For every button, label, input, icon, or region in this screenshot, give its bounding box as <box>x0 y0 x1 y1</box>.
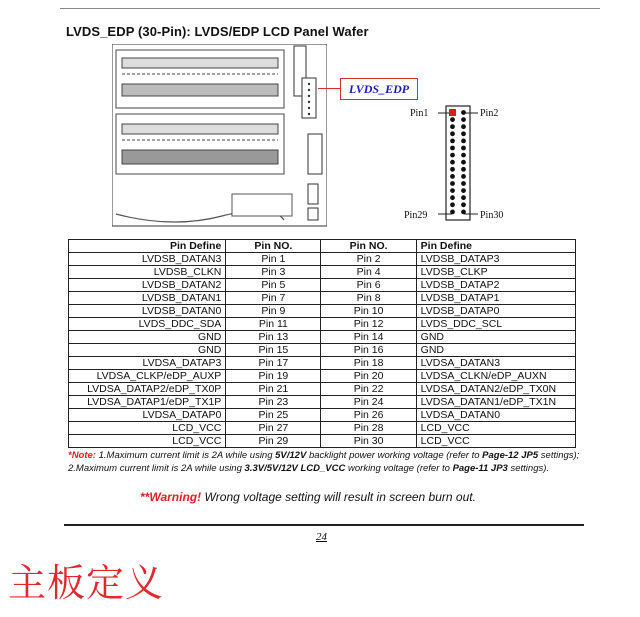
pin-define-right-cell: LVDSA_DATAN3 <box>416 357 575 370</box>
header-pin-dot <box>450 188 455 193</box>
pin-no-right-cell: Pin 20 <box>321 370 416 383</box>
pin-no-left-cell: Pin 21 <box>226 383 321 396</box>
pin-define-right-cell: LVDSB_DATAP2 <box>416 279 575 292</box>
note-bold4: Page-11 JP3 <box>452 462 508 474</box>
header-pin-dot <box>450 131 455 136</box>
pin-no-right-cell: Pin 10 <box>321 305 416 318</box>
pin-define-right-cell: LVDSA_DATAN1/eDP_TX1N <box>416 396 575 409</box>
pin-define-right-cell: LVDSB_DATAP1 <box>416 292 575 305</box>
header-pin-dot <box>461 188 466 193</box>
pin-define-right-cell: GND <box>416 344 575 357</box>
table-header-row <box>69 240 576 253</box>
pin-define-right-cell: GND <box>416 331 575 344</box>
pin-define-right-cell: LVDSA_CLKN/eDP_AUXN <box>416 370 575 383</box>
pin-definition-table <box>68 239 576 448</box>
pin-no-left-cell: Pin 23 <box>226 396 321 409</box>
note-part3: settings); 2.Maximum current limit is 2A while using <box>68 450 580 474</box>
pin-header-diagram <box>400 104 520 224</box>
pin-no-right-cell: Pin 22 <box>321 383 416 396</box>
warning-prefix: **Warning! <box>140 490 202 504</box>
header-pin-dot <box>461 167 466 172</box>
pin-define-left-cell: LCD_VCC <box>69 435 226 448</box>
pin-no-right-cell: Pin 4 <box>321 266 416 279</box>
header-pin-dot <box>461 153 466 158</box>
header-pin-dot <box>461 181 466 186</box>
header-pin-dot <box>450 167 455 172</box>
pin-define-left-cell: LVDSB_DATAN3 <box>69 253 226 266</box>
header-pin-dot <box>450 195 455 200</box>
pin-no-right-cell: Pin 12 <box>321 318 416 331</box>
table-row <box>69 253 576 266</box>
table-row <box>69 331 576 344</box>
pin-define-right-cell: LVDSB_CLKP <box>416 266 575 279</box>
section-title: LVDS_EDP (30-Pin): LVDS/EDP LCD Panel Wafer <box>66 24 369 39</box>
table-row <box>69 292 576 305</box>
top-rule <box>60 8 600 9</box>
header-pin-dot <box>450 153 455 158</box>
table-row <box>69 422 576 435</box>
header-pin-dot <box>450 124 455 129</box>
pin30-label: Pin30 <box>480 210 504 221</box>
header-pin-define-left: Pin Define <box>69 240 226 253</box>
warning-text <box>140 490 476 504</box>
pin-define-left-cell: LCD_VCC <box>69 422 226 435</box>
pin-no-right-cell: Pin 18 <box>321 357 416 370</box>
table-row <box>69 383 576 396</box>
pin-no-right-cell: Pin 28 <box>321 422 416 435</box>
pin-no-left-cell: Pin 9 <box>226 305 321 318</box>
pin-no-left-cell: Pin 15 <box>226 344 321 357</box>
note-prefix: *Note: <box>68 450 96 461</box>
header-pin-dot <box>450 181 455 186</box>
pin-define-right-cell: LVDSB_DATAP0 <box>416 305 575 318</box>
pin-define-left-cell: GND <box>69 344 226 357</box>
header-pin-dot <box>461 110 466 115</box>
pin29-label: Pin29 <box>404 210 428 221</box>
pin2-label: Pin2 <box>480 108 499 119</box>
pin-no-right-cell: Pin 6 <box>321 279 416 292</box>
header-pin-dot <box>461 146 466 151</box>
header-pin-dot <box>450 202 455 207</box>
table-row <box>69 435 576 448</box>
pin-no-right-cell: Pin 16 <box>321 344 416 357</box>
table-row <box>69 318 576 331</box>
pin-no-right-cell: Pin 2 <box>321 253 416 266</box>
pin-define-left-cell: LVDSA_DATAP1/eDP_TX1P <box>69 396 226 409</box>
header-pin-no-right: Pin NO. <box>321 240 416 253</box>
bottom-rule <box>64 524 584 526</box>
pin-no-left-cell: Pin 11 <box>226 318 321 331</box>
pin-define-left-cell: LVDSB_DATAN0 <box>69 305 226 318</box>
table-row <box>69 396 576 409</box>
pin-no-left-cell: Pin 1 <box>226 253 321 266</box>
table-row <box>69 279 576 292</box>
header-pin-dot <box>461 117 466 122</box>
pin-no-left-cell: Pin 19 <box>226 370 321 383</box>
pin-grid <box>400 104 520 224</box>
pin-no-right-cell: Pin 14 <box>321 331 416 344</box>
header-pin-dot <box>450 117 455 122</box>
note-text <box>68 450 580 475</box>
pin-no-left-cell: Pin 17 <box>226 357 321 370</box>
header-pin-dot <box>461 202 466 207</box>
header-pin-dot <box>461 174 466 179</box>
header-pin-dot <box>450 160 455 165</box>
table-row <box>69 370 576 383</box>
pin-define-left-cell: LVDSA_CLKP/eDP_AUXP <box>69 370 226 383</box>
note-part1: 1.Maximum current limit is 2A while using <box>95 450 276 461</box>
header-pin-dot <box>450 210 455 215</box>
warning-body: Wrong voltage setting will result in screen burn out. <box>201 490 476 504</box>
pin-define-left-cell: LVDSB_CLKN <box>69 266 226 279</box>
motherboard-definition-caption: 主板定义 <box>8 561 165 605</box>
page-number: 24 <box>316 531 327 543</box>
pin-no-right-cell: Pin 26 <box>321 409 416 422</box>
pin-define-left-cell: LVDS_DDC_SDA <box>69 318 226 331</box>
table-row <box>69 305 576 318</box>
pin-define-right-cell: LCD_VCC <box>416 422 575 435</box>
header-pin-dot <box>461 124 466 129</box>
pin-no-left-cell: Pin 29 <box>226 435 321 448</box>
pin-define-left-cell: LVDSB_DATAN2 <box>69 279 226 292</box>
pin-no-left-cell: Pin 5 <box>226 279 321 292</box>
note-bold1: 5V/12V <box>275 450 307 461</box>
header-pin-dot <box>461 160 466 165</box>
pin-no-left-cell: Pin 25 <box>226 409 321 422</box>
pin-no-right-cell: Pin 24 <box>321 396 416 409</box>
note-bold3: 3.3V/5V/12V LCD_VCC <box>244 462 346 474</box>
note-part5: settings). <box>507 462 550 474</box>
header-pin-dot <box>461 195 466 200</box>
table-row <box>69 344 576 357</box>
pin-no-left-cell: Pin 27 <box>226 422 321 435</box>
lvds-edp-callout: LVDS_EDP <box>340 78 418 100</box>
header-pin-dot <box>450 139 455 144</box>
pin-no-left-cell: Pin 7 <box>226 292 321 305</box>
pin-define-right-cell: LVDSB_DATAP3 <box>416 253 575 266</box>
pin-define-left-cell: LVDSA_DATAP3 <box>69 357 226 370</box>
note-part4: working voltage (refer to <box>345 462 453 474</box>
header-pin-no-left: Pin NO. <box>226 240 321 253</box>
header-pin-dot <box>461 139 466 144</box>
pin-define-left-cell: LVDSA_DATAP0 <box>69 409 226 422</box>
pin-define-left-cell: GND <box>69 331 226 344</box>
pin-define-right-cell: LCD_VCC <box>416 435 575 448</box>
table-row <box>69 357 576 370</box>
pin-no-right-cell: Pin 8 <box>321 292 416 305</box>
pin-no-left-cell: Pin 3 <box>226 266 321 279</box>
pin-define-right-cell: LVDS_DDC_SCL <box>416 318 575 331</box>
header-pin-dot <box>461 210 466 215</box>
pin-no-right-cell: Pin 30 <box>321 435 416 448</box>
motherboard-diagram <box>112 44 327 234</box>
table-row <box>69 409 576 422</box>
header-pin-define-right: Pin Define <box>416 240 575 253</box>
table-row <box>69 266 576 279</box>
note-part2: backlight power working voltage (refer to <box>306 450 483 461</box>
pin-define-left-cell: LVDSA_DATAP2/eDP_TX0P <box>69 383 226 396</box>
header-pin-dot <box>450 146 455 151</box>
pin-define-left-cell: LVDSB_DATAN1 <box>69 292 226 305</box>
note-bold2: Page-12 JP5 <box>482 450 539 461</box>
header-pin-dot <box>450 174 455 179</box>
pin-define-right-cell: LVDSA_DATAN2/eDP_TX0N <box>416 383 575 396</box>
pin-define-right-cell: LVDSA_DATAN0 <box>416 409 575 422</box>
pin1-label: Pin1 <box>410 108 429 119</box>
callout-leader-line <box>318 88 340 89</box>
pin-no-left-cell: Pin 13 <box>226 331 321 344</box>
header-pin-dot <box>461 131 466 136</box>
